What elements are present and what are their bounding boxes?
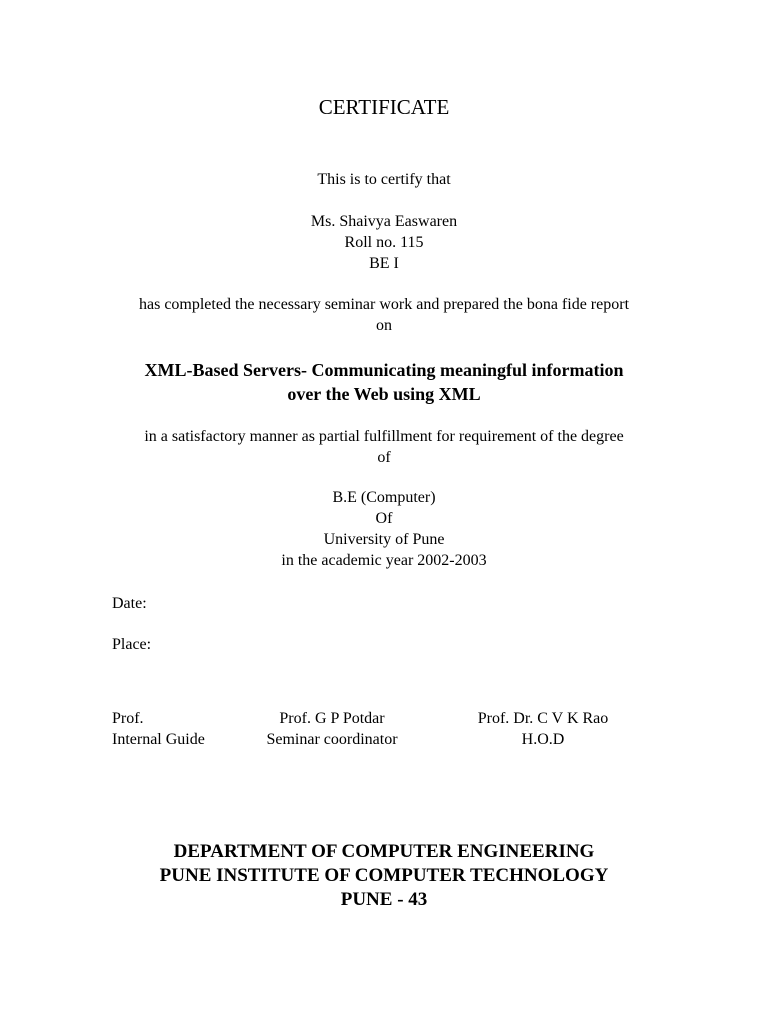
fulfillment-line-1: in a satisfactory manner as partial fulfillment for requirement of the degree bbox=[144, 428, 624, 445]
seminar-topic-line-1: XML-Based Servers- Communicating meaningful information bbox=[144, 360, 624, 380]
signatory-internal-guide bbox=[112, 711, 205, 748]
date-label: Date: bbox=[112, 595, 147, 612]
institute-name: PUNE INSTITUTE OF COMPUTER TECHNOLOGY bbox=[159, 865, 609, 886]
student-name: Ms. Shaivya Easwaren bbox=[310, 213, 458, 230]
signatory-title: Prof. Dr. C V K Rao bbox=[477, 710, 609, 727]
fulfillment-line-2: of bbox=[377, 449, 391, 466]
academic-year: in the academic year 2002-2003 bbox=[281, 552, 487, 569]
degree-name: B.E (Computer) bbox=[332, 489, 436, 506]
signatory-role: Internal Guide bbox=[112, 731, 205, 748]
of-word: Of bbox=[375, 510, 393, 527]
completion-line-2: on bbox=[376, 317, 392, 334]
place-label: Place: bbox=[112, 636, 152, 653]
institute-city: PUNE - 43 bbox=[340, 889, 428, 910]
certificate-title: CERTIFICATE bbox=[318, 95, 450, 119]
student-roll: Roll no. 115 bbox=[344, 234, 424, 251]
seminar-topic-line-2: over the Web using XML bbox=[287, 384, 481, 404]
certify-intro: This is to certify that bbox=[317, 171, 451, 188]
university-name: University of Pune bbox=[323, 531, 445, 548]
department-name: DEPARTMENT OF COMPUTER ENGINEERING bbox=[173, 841, 595, 862]
student-class: BE I bbox=[369, 255, 399, 272]
signatory-title: Prof. G P Potdar bbox=[279, 710, 385, 727]
signatory-role: H.O.D bbox=[521, 731, 565, 748]
completion-line-1: has completed the necessary seminar work and prepared the bona fide report bbox=[138, 296, 630, 313]
signatory-role: Seminar coordinator bbox=[266, 731, 398, 748]
signatory-seminar-coordinator bbox=[257, 711, 407, 748]
signatory-title: Prof. bbox=[112, 710, 144, 727]
signatory-hod bbox=[468, 711, 618, 748]
